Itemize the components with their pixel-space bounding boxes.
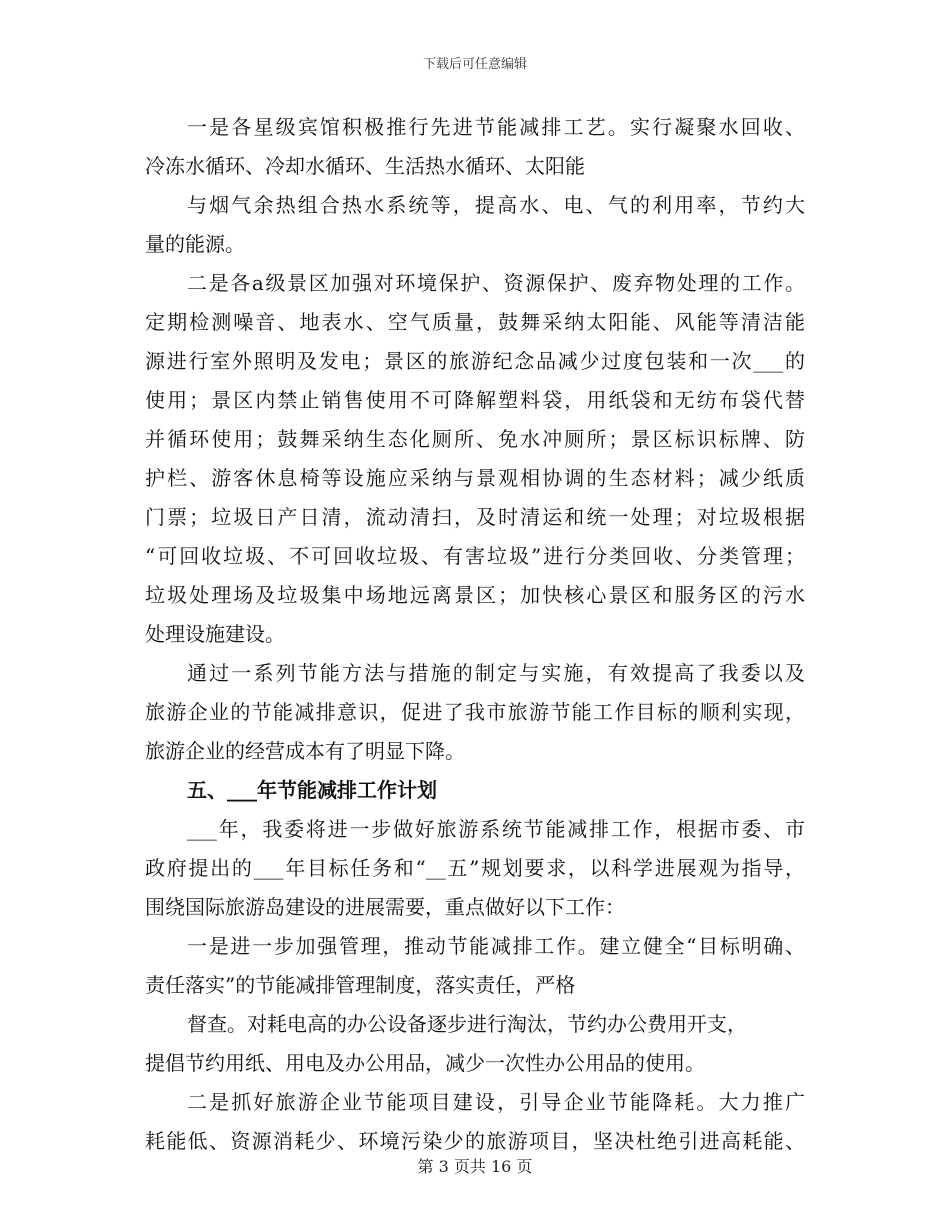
text-line: 提倡节约用纸、用电及办公用品，减少一次性办公用品的使用。: [145, 1051, 705, 1075]
text-line: 二是抓好旅游企业节能项目建设，引导企业节能降耗。大力推广: [187, 1090, 805, 1114]
text-line: 一是进一步加强管理，推动节能减排工作。建立健全“目标明确、: [187, 934, 805, 958]
text-line: 耗能低、资源消耗少、环境污染少的旅游项目，坚决杜绝引进高耗能、: [145, 1129, 805, 1153]
text-line: 旅游企业的经营成本有了明显下降。: [145, 739, 465, 763]
text-line: 通过一系列节能方法与措施的制定与实施，有效提高了我委以及: [187, 661, 805, 685]
text-line: 使用；景区内禁止销售使用不可降解塑料袋，用纸袋和无纺布袋代替: [145, 388, 805, 412]
text-line: 一是各星级宾馆积极推行先进节能减排工艺。实行凝聚水回收、: [187, 115, 805, 139]
text-line: 护栏、游客休息椅等设施应采纳与景观相协调的生态材料；减少纸质: [145, 466, 805, 490]
text-line: ___年，我委将进一步做好旅游系统节能减排工作，根据市委、市: [187, 817, 805, 841]
text-line: 并循环使用；鼓舞采纳生态化厕所、免水冲厕所；景区标识标牌、防: [145, 427, 805, 451]
text-line: 处理设施建设。: [145, 622, 285, 646]
page-header: 下载后可任意编辑: [422, 57, 527, 72]
text-line: 责任落实”的节能减排管理制度，落实责任，严格: [145, 973, 576, 997]
text-line: 定期检测噪音、地表水、空气质量，鼓舞采纳太阳能、风能等清洁能: [145, 310, 805, 334]
text-line: 旅游企业的节能减排意识，促进了我市旅游节能工作目标的顺利实现，: [145, 700, 805, 724]
text-line: 政府提出的___年目标任务和“__五”规划要求，以科学进展观为指导，: [145, 856, 805, 880]
text-line: 与烟气余热组合热水系统等，提高水、电、气的利用率，节约大: [187, 193, 805, 217]
text-line: 垃圾处理场及垃圾集中场地远离景区；加快核心景区和服务区的污水: [145, 583, 805, 607]
text-line: 二是各a级景区加强对环境保护、资源保护、废弃物处理的工作。: [187, 271, 805, 295]
text-line: 围绕国际旅游岛建设的进展需要，重点做好以下工作：: [145, 895, 625, 919]
document-body: [145, 108, 805, 1161]
text-line: 督查。对耗电高的办公设备逐步进行淘汰，节约办公费用开支，: [187, 1012, 747, 1036]
text-line: 冷冻水循环、冷却水循环、生活热水循环、太阳能: [145, 154, 585, 178]
text-line: “可回收垃圾、不可回收垃圾、有害垃圾”进行分类回收、分类管理；: [145, 544, 805, 568]
text-line: 门票；垃圾日产日清，流动清扫，及时清运和统一处理；对垃圾根据: [145, 505, 805, 529]
text-line: 源进行室外照明及发电；景区的旅游纪念品减少过度包装和一次___的: [145, 349, 805, 373]
section-heading: 五、___年节能减排工作计划: [187, 778, 437, 802]
page-footer: 第 3 页共 16 页: [417, 1157, 533, 1176]
text-line: 量的能源。: [145, 232, 245, 256]
